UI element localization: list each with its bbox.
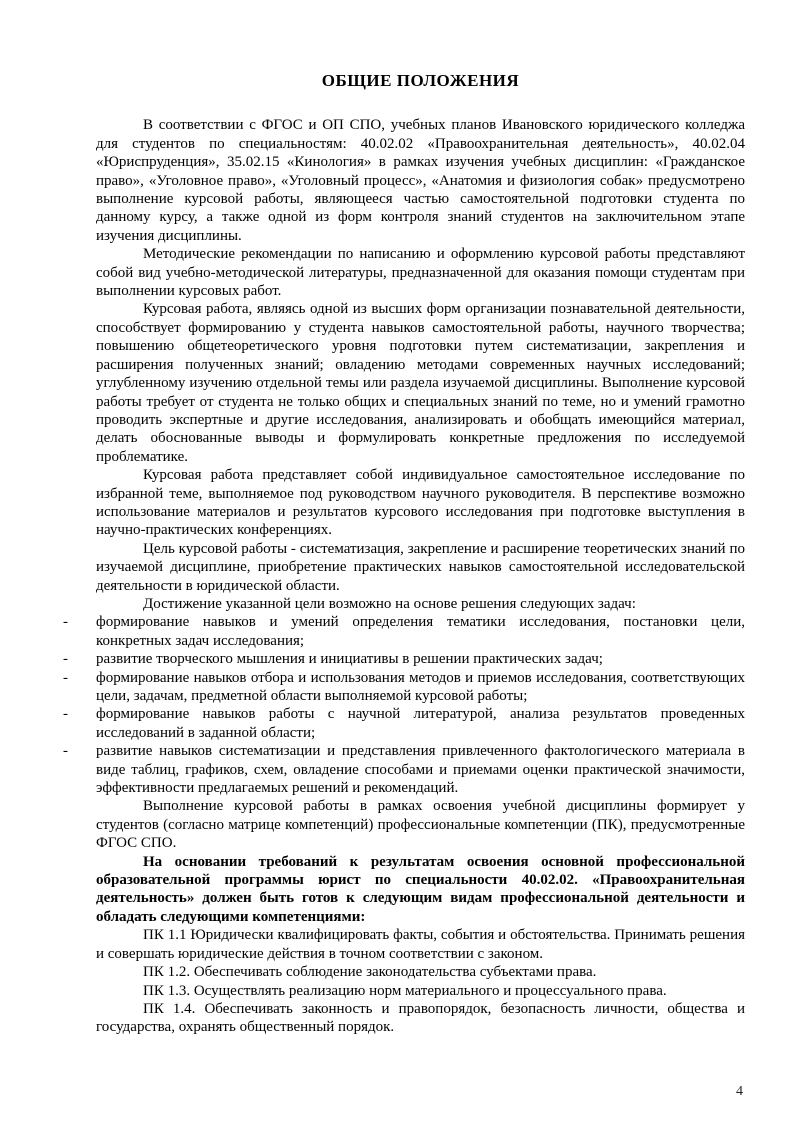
task-list-item-text: формирование навыков работы с научной литературой, анализа результатов проведенных исследований в заданной области; — [96, 706, 745, 741]
paragraph-requirements-bold: На основании требований к результатам освоения основной профессиональной образовательной программы юрист по специальности 40.02.02. «Правоохранительная деятельность» должен быть готов к следующим видам профессиональной деятельности и обладать следующими компетенциями: — [96, 853, 745, 925]
paragraph-method-recommendations: Методические рекомендации по написанию и оформлению курсовой работы представляют собой вид учебно-методической литературы, предназначенной для оказания помощи студентам при выполнении курсовых работ. — [96, 246, 745, 300]
paragraph-pk-1-3: ПК 1.3. Осуществлять реализацию норм материального и процессуального права. — [143, 982, 667, 999]
task-list-item-text: развитие навыков систематизации и представления привлеченного фактологического материала в виде таблиц, графиков, схем, овладение способами и приемами оценки практической значимости, эффективности предлагаемых решений и рекомендаций. — [96, 743, 745, 797]
task-list — [63, 613, 745, 797]
list-dash-marker: - — [63, 614, 68, 631]
task-list-item-text: развитие творческого мышления и инициативы в решении практических задач; — [96, 651, 603, 668]
document-title: ОБЩИЕ ПОЛОЖЕНИЯ — [321, 71, 520, 90]
task-list-item-text: формирование навыков и умений определения тематики исследования, постановки цели, конкретных задач исследования; — [96, 614, 745, 649]
paragraph-individual-research: Курсовая работа представляет собой индивидуальное самостоятельное исследование по избранной теме, выполняемое под руководством научного руководителя. В перспективе возможно использование материалов и результатов курсового исследования при подготовке выступления в научно-практических конференциях. — [96, 467, 745, 539]
task-list-item — [63, 669, 745, 706]
paragraph-pk-1-1: ПК 1.1 Юридически квалифицировать факты, события и обстоятельства. Принимать решения и совершать юридические действия в точном соответствии с законом. — [96, 927, 745, 962]
list-dash-marker: - — [63, 669, 68, 686]
document-content — [63, 71, 745, 1037]
paragraph-pk-1-4: ПК 1.4. Обеспечивать законность и правопорядок, безопасность личности, общества и государства, охранять общественный порядок. — [96, 1000, 745, 1036]
paragraph-tasks-intro: Достижение указанной цели возможно на основе решения следующих задач: — [143, 595, 636, 612]
paragraph-competencies-formation: Выполнение курсовой работы в рамках освоения учебной дисциплины формирует у студентов (согласно матрице компетенций) профессиональные компетенции (ПК), предусмотренные ФГОС СПО. — [96, 798, 745, 852]
paragraph-intro: В соответствии с ФГОС и ОП СПО, учебных планов Ивановского юридического колледжа для студентов по специальностям: 40.02.02 «Правоохранительная деятельность», 40.02.04 «Юриспруденция», 35.02.15 «Кинология» в рамках изучения учебных дисциплин: «Гражданское право», «Уголовное право», «Уголовный процесс», «Анатомия и физиология собак» предусмотрено выполнение курсовой работы, являющееся частью самостоятельной подготовки студента по данному курсу, а также одной из форм контроля знаний студентов на заключительном этапе изучения дисциплины. — [96, 117, 745, 244]
list-dash-marker: - — [63, 743, 68, 760]
task-list-item — [63, 705, 745, 742]
task-list-item-text: формирование навыков отбора и использования методов и приемов исследования, соответствующих цели, задачам, предметной области выполняемой курсовой работы; — [96, 669, 745, 704]
list-dash-marker: - — [63, 651, 68, 668]
list-dash-marker: - — [63, 706, 68, 723]
task-list-item — [63, 650, 745, 668]
paragraph-goal: Цель курсовой работы - систематизация, закрепление и расширение теоретических знаний по изучаемой дисциплине, приобретение практических навыков самостоятельной исследовательской деятельности в юридической области. — [96, 540, 745, 594]
task-list-item — [63, 742, 745, 797]
page-number: 4 — [736, 1084, 743, 1099]
task-list-item — [63, 613, 745, 650]
paragraph-pk-1-2: ПК 1.2. Обеспечивать соблюдение законодательства субъектами права. — [143, 964, 597, 981]
paragraph-coursework-role: Курсовая работа, являясь одной из высших форм организации познавательной деятельности, способствует формированию у студента навыков самостоятельной работы, научного творчества; повышению общетеоретического уровня подготовки путем систематизации, закрепления и расширения полученных знаний; овладению методами современных научных исследований; углубленному изучению отдельной темы или раздела изучаемой дисциплины. Выполнение курсовой работы требует от студента не только общих и специальных знаний по теме, но и умений грамотно проводить экспертные и другие исследования, анализировать и обобщать имеющийся материал, делать обоснованные выводы и формулировать конкретные предложения по исследуемой проблематике. — [96, 301, 745, 465]
